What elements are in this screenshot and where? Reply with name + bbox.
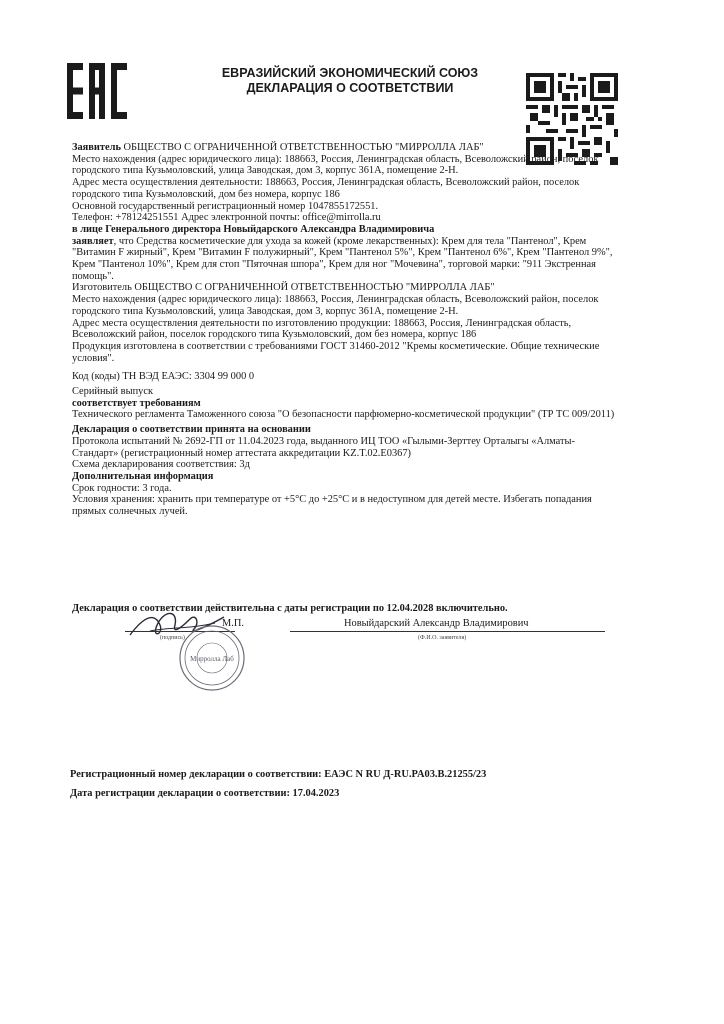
storage-conditions: Условия хранения: хранить при температуре от +5°С до +25°С и в недоступном для детей месте. Избегать попадания прямых солнечных лучей. bbox=[72, 494, 592, 518]
applicant-legal-address: Место нахождения (адрес юридического лица): 188663, Россия, Ленинградская область, Всеволожский район, поселок городского типа Кузьмоловский, улица Заводская, дом 3, корпус 361А, помещение 2-Н. bbox=[72, 153, 599, 177]
applicant-ogrn: Основной государственный регистрационный номер 1047855172551. bbox=[72, 200, 379, 212]
svg-text:Мирролла Лаб: Мирролла Лаб bbox=[190, 655, 234, 663]
union-name: ЕВРАЗИЙСКИЙ ЭКОНОМИЧЕСКИЙ СОЮЗ bbox=[221, 66, 479, 80]
declares-text: , что Средства косметические для ухода за кожей (кроме лекарственных): Крем для тела "Пантенол", Крем "Витамин F жирный", Крем "Витамин F полужирный", Крем "Пантенол 5%", Крем "Пантенол 6%", Крем "Пантенол 9%", Крем "Пантенол 10%", Крем для стоп "Пяточная шпора", Крем для ног "Мочевина", торговой марки: "911 Экстренная помощь". bbox=[72, 235, 613, 282]
basis-text: Протокола испытаний № 2692-ГП от 11.04.2023 года, выданного ИЦ ТОО «Гылыми-Зерттеу Орталыгы «Алматы-Стандарт» (регистрационный номер аттестата аккредитации KZ.T.02.E0367) bbox=[72, 435, 575, 459]
declares-paragraph bbox=[72, 236, 620, 283]
registration-date: Дата регистрации декларации о соответствии: 17.04.2023 bbox=[70, 788, 340, 799]
name-caption: (Ф.И.О. заявителя) bbox=[418, 635, 467, 641]
signer-name: Новыйдарский Александр Владимирович bbox=[344, 618, 529, 629]
tnved-code: Код (коды) ТН ВЭД ЕАЭС: 3304 99 000 0 bbox=[72, 371, 255, 383]
manufacturer-legal-address: Место нахождения (адрес юридического лица): 188663, Россия, Ленинградская область, Всеволожский район, поселок городского типа Кузьмоловский, улица Заводская, дом 3, корпус 361А, помещение 2-Н. bbox=[72, 294, 599, 317]
applicant-line bbox=[72, 142, 620, 154]
manufacturer-name: Изготовитель ОБЩЕСТВО С ОГРАНИЧЕННОЙ ОТВЕТСТВЕННОСТЬЮ "МИРРОЛЛА ЛАБ" bbox=[72, 282, 495, 294]
stamp-place-label: М.П. bbox=[222, 618, 244, 629]
applicant-name: ОБЩЕСТВО С ОГРАНИЧЕННОЙ ОТВЕТСТВЕННОСТЬЮ "МИРРОЛЛА ЛАБ" bbox=[120, 142, 484, 153]
declaration-body bbox=[72, 142, 620, 518]
manufacturer-standard: Продукция изготовлена в соответствии с требованиями ГОСТ 31460-2012 "Кремы косметические. Общие технические условия". bbox=[72, 340, 600, 364]
additional-label: Дополнительная информация bbox=[72, 470, 214, 482]
registration-block bbox=[70, 765, 650, 803]
manufacturer-production-address: Адрес места осуществления деятельности по изготовлению продукции: 188663, Россия, Ленинградская область, Всеволожский район, поселок городского типа Кузьмоловский, дом без номера, корпус 186 bbox=[72, 317, 572, 341]
registration-number: Регистрационный номер декларации о соответствии: ЕАЭС N RU Д-RU.PA03.B.21255/23 bbox=[70, 769, 487, 780]
validity-statement: Декларация о соответствии действительна с даты регистрации по 12.04.2028 включительно. bbox=[72, 603, 508, 614]
document-header bbox=[160, 66, 540, 96]
applicant-label: Заявитель bbox=[72, 142, 121, 153]
document-title: ДЕКЛАРАЦИЯ О СООТВЕТСТВИИ bbox=[246, 81, 454, 95]
applicant-person-text: в лице Генерального директора Новыйдарского Александра Владимировича bbox=[72, 223, 435, 235]
company-stamp-icon bbox=[178, 624, 246, 692]
shelf-life: Срок годности: 3 года. bbox=[72, 482, 172, 494]
compliance-label: соответствует требованиям bbox=[72, 397, 201, 409]
applicant-person bbox=[72, 224, 620, 236]
name-line bbox=[290, 631, 605, 632]
declares-label: заявляет bbox=[72, 235, 114, 247]
declaration-scheme: Схема декларирования соответствия: 3д bbox=[72, 459, 250, 471]
basis-label: Декларация о соответствии принята на основании bbox=[72, 424, 311, 436]
applicant-contacts: Телефон: +78124251551 Адрес электронной почты: office@mirrolla.ru bbox=[72, 212, 381, 224]
eac-logo-icon bbox=[67, 63, 127, 119]
compliance-text: Технического регламента Таможенного союза "О безопасности парфюмерно-косметической продукции" (ТР ТС 009/2011) bbox=[72, 409, 615, 421]
signature-caption: (подпись) bbox=[160, 635, 185, 641]
applicant-activity-address: Адрес места осуществления деятельности: 188663, Россия, Ленинградская область, Всеволожский район, поселок городского типа Кузьмоловский, дом без номера, корпус 186 bbox=[72, 177, 580, 200]
release-type: Серийный выпуск bbox=[72, 386, 153, 398]
